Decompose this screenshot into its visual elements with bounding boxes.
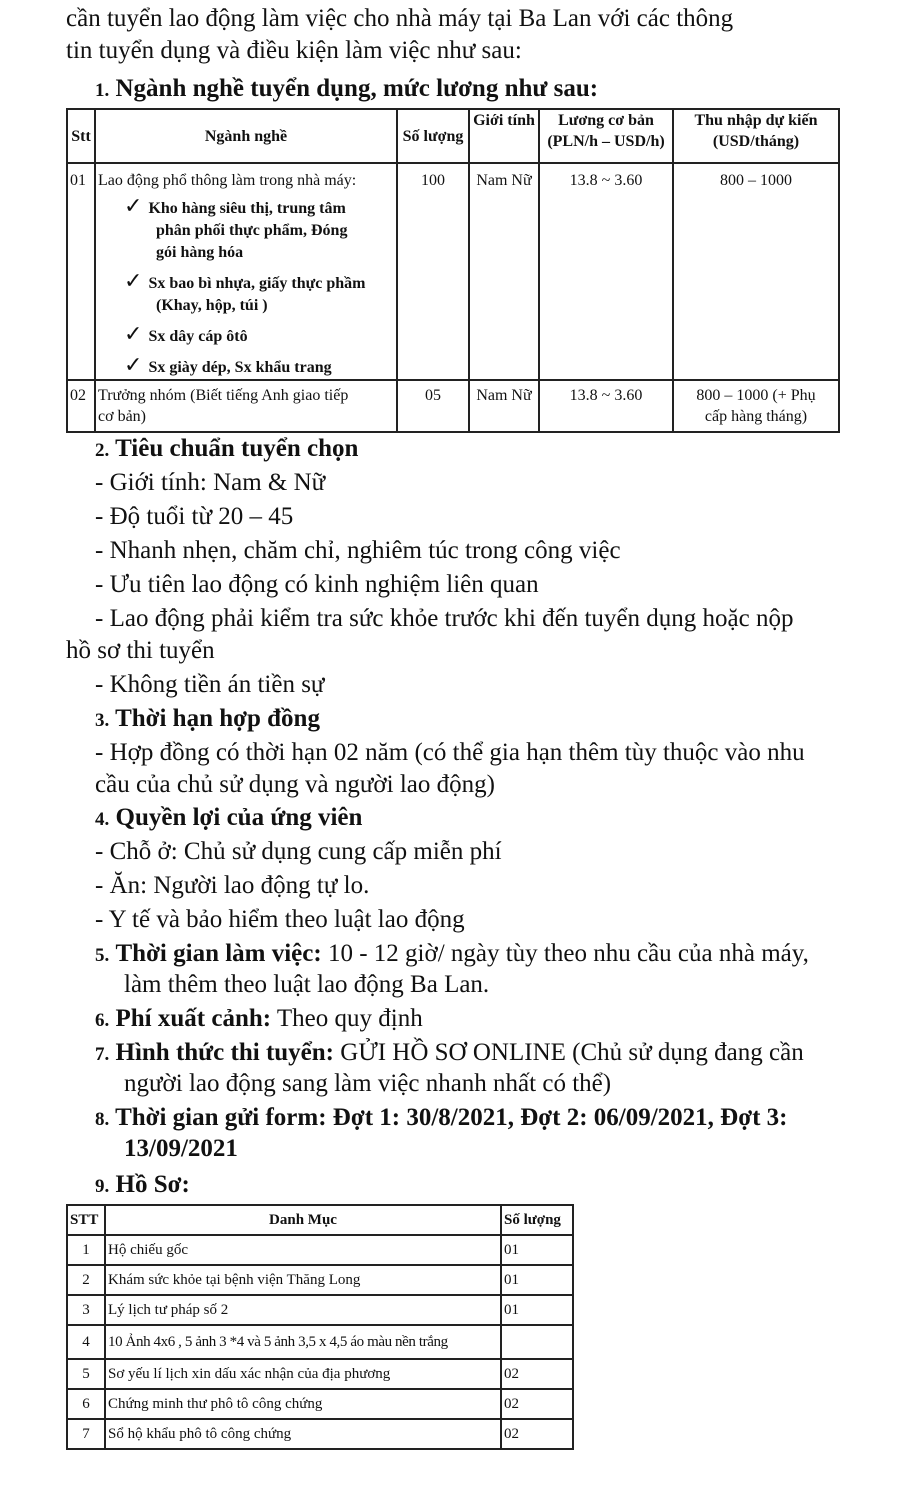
sub-item xyxy=(124,323,394,348)
section-number: 4. xyxy=(95,809,110,830)
cell-qty: 01 xyxy=(501,1235,573,1265)
cell-nganh xyxy=(95,163,397,380)
cell-thu-nhap xyxy=(673,380,839,432)
table-row xyxy=(67,1265,573,1295)
section-label: Phí xuất cảnh: xyxy=(115,1005,272,1032)
cell-qty xyxy=(501,1325,573,1359)
section-number: 6. xyxy=(95,1010,110,1031)
section-title: Ngành nghề tuyển dụng, mức lương như sau: xyxy=(115,75,599,102)
cell-stt: 6 xyxy=(67,1389,105,1419)
table-row xyxy=(67,1389,573,1419)
header-stt: Stt xyxy=(67,109,95,163)
criteria-item: - Giới tính: Nam & Nữ xyxy=(95,469,326,496)
cell-stt: 7 xyxy=(67,1419,105,1449)
cell-item: Lý lịch tư pháp số 2 xyxy=(105,1295,501,1325)
sub-item-text: Sx dây cáp ôtô xyxy=(148,328,248,345)
header-thu-nhap-line-1: Thu nhập dự kiến xyxy=(694,112,818,129)
sub-item-list xyxy=(98,195,394,379)
section-7-line-2: người lao động sang làm việc nhanh nhất có thể) xyxy=(124,1070,612,1097)
table-row xyxy=(67,163,839,380)
cell-gioi-tinh: Nam Nữ xyxy=(469,163,539,380)
section-number: 9. xyxy=(95,1176,110,1197)
sub-item xyxy=(124,195,394,220)
table-header-row xyxy=(67,1205,573,1235)
cell-stt: 01 xyxy=(67,163,95,380)
table-row xyxy=(67,1235,573,1265)
cell-stt: 1 xyxy=(67,1235,105,1265)
header-stt: STT xyxy=(67,1205,105,1235)
cell-stt: 3 xyxy=(67,1295,105,1325)
cell-thu-nhap: 800 – 1000 xyxy=(673,163,839,380)
section-title: Tiêu chuẩn tuyển chọn xyxy=(115,435,359,462)
section-number: 3. xyxy=(95,710,110,731)
section-text: 10 - 12 giờ/ ngày tùy theo nhu cầu của nhà máy, xyxy=(321,940,809,967)
criteria-item: - Lao động phải kiểm tra sức khỏe trước khi đến tuyển dụng hoặc nộp xyxy=(95,605,794,632)
section-text: Thời gian gửi form: Đợt 1: 30/8/2021, Đợt 2: 06/09/2021, Đợt 3: xyxy=(115,1104,788,1131)
criteria-item: - Nhanh nhẹn, chăm chỉ, nghiêm túc trong công việc xyxy=(95,537,621,564)
benefit-item: - Y tế và bảo hiểm theo luật lao động xyxy=(95,906,465,933)
intro-line-1: cần tuyển lao động làm việc cho nhà máy tại Ba Lan với các thông xyxy=(66,5,734,32)
sub-item-cont: gói hàng hóa xyxy=(156,244,244,261)
table-row xyxy=(67,1295,573,1325)
job-title: Lao động phổ thông làm trong nhà máy: xyxy=(98,172,357,189)
cell-qty: 02 xyxy=(501,1359,573,1389)
cell-item: Khám sức khỏe tại bệnh viện Thăng Long xyxy=(105,1265,501,1295)
header-luong-line-2: (PLN/h – USD/h) xyxy=(547,133,665,150)
sub-item-cont: (Khay, hộp, túi ) xyxy=(156,297,268,314)
section-7-line-1 xyxy=(95,1038,804,1070)
checkmark-icon: ✓ xyxy=(124,268,143,293)
header-nganh-nghe: Ngành nghề xyxy=(95,109,397,163)
cell-qty: 01 xyxy=(501,1295,573,1325)
cell-stt: 5 xyxy=(67,1359,105,1389)
checkmark-icon: ✓ xyxy=(124,193,143,218)
job-title-line-1: Trưởng nhóm (Biết tiếng Anh giao tiếp xyxy=(98,387,349,404)
criteria-item-cont: hồ sơ thi tuyển xyxy=(66,637,215,664)
cell-qty: 02 xyxy=(501,1389,573,1419)
cell-gioi-tinh: Nam Nữ xyxy=(469,380,539,432)
header-danh-muc: Danh Mục xyxy=(105,1205,501,1235)
section-5-line-1 xyxy=(95,939,809,971)
checkmark-icon: ✓ xyxy=(124,352,143,377)
cell-stt: 02 xyxy=(67,380,95,432)
section-8-line-1 xyxy=(95,1103,787,1135)
section-number: 2. xyxy=(95,440,110,461)
benefit-item: - Ăn: Người lao động tự lo. xyxy=(95,872,370,899)
section-number: 7. xyxy=(95,1044,110,1065)
sub-item xyxy=(124,270,394,295)
jobs-table xyxy=(66,108,840,433)
cell-qty: 02 xyxy=(501,1419,573,1449)
cell-luong: 13.8 ~ 3.60 xyxy=(539,163,673,380)
cell-item: Hộ chiếu gốc xyxy=(105,1235,501,1265)
cell-so-luong: 100 xyxy=(397,163,469,380)
table-row xyxy=(67,1419,573,1449)
criteria-item: - Ưu tiên lao động có kinh nghiệm liên quan xyxy=(95,571,539,598)
section-2-heading xyxy=(95,434,358,466)
section-title: Hồ Sơ: xyxy=(115,1171,190,1198)
section-label: Thời gian làm việc: xyxy=(115,940,322,967)
section-number: 1. xyxy=(95,80,110,101)
criteria-item: - Không tiền án tiền sự xyxy=(95,671,325,698)
cell-stt: 4 xyxy=(67,1325,105,1359)
cell-so-luong: 05 xyxy=(397,380,469,432)
checkmark-icon: ✓ xyxy=(124,321,143,346)
table-row xyxy=(67,380,839,432)
table-row xyxy=(67,1359,573,1389)
section-3-heading xyxy=(95,704,320,736)
thu-nhap-line-1: 800 – 1000 (+ Phụ xyxy=(696,387,816,404)
section-8-line-2: 13/09/2021 xyxy=(124,1135,238,1162)
section-6 xyxy=(95,1004,423,1036)
cell-nganh xyxy=(95,380,397,432)
section-label: Hình thức thi tuyển: xyxy=(115,1039,335,1066)
intro-line-2: tin tuyển dụng và điều kiện làm việc như sau: xyxy=(66,37,522,64)
cell-luong: 13.8 ~ 3.60 xyxy=(539,380,673,432)
section-title: Quyền lợi của ứng viên xyxy=(115,804,363,831)
header-luong-line-1: Lương cơ bản xyxy=(558,112,654,129)
header-gioi-tinh: Giới tính xyxy=(469,109,539,163)
sub-item-cont: phân phối thực phẩm, Đóng xyxy=(156,222,348,239)
section-number: 8. xyxy=(95,1109,110,1130)
section-5-line-2: làm thêm theo luật lao động Ba Lan. xyxy=(124,971,490,998)
sub-item-text: Sx giày dép, Sx khẩu trang xyxy=(148,359,332,376)
table-header-row xyxy=(67,109,839,163)
sub-item-text: Sx bao bì nhựa, giấy thực phầm xyxy=(148,275,366,292)
section-9-heading xyxy=(95,1170,190,1202)
contract-text-line-1: - Hợp đồng có thời hạn 02 năm (có thể gia hạn thêm tùy thuộc vào nhu xyxy=(95,739,805,766)
section-4-heading xyxy=(95,803,362,835)
header-luong xyxy=(539,109,673,163)
cell-item: 10 Ảnh 4x6 , 5 ảnh 3 *4 và 5 ảnh 3,5 x 4,5 áo màu nền trắng xyxy=(105,1325,501,1359)
cell-stt: 2 xyxy=(67,1265,105,1295)
header-so-luong: Số lượng xyxy=(501,1205,573,1235)
section-title: Thời hạn hợp đồng xyxy=(115,705,320,732)
docs-table xyxy=(66,1204,574,1450)
criteria-item: - Độ tuổi từ 20 – 45 xyxy=(95,503,294,530)
header-thu-nhap xyxy=(673,109,839,163)
thu-nhap-line-2: cấp hàng tháng) xyxy=(704,408,808,425)
sub-item xyxy=(124,354,394,379)
section-1-heading xyxy=(95,74,598,106)
table-row xyxy=(67,1325,573,1359)
benefit-item: - Chỗ ở: Chủ sử dụng cung cấp miễn phí xyxy=(95,838,502,865)
contract-text-line-2: cầu của chủ sử dụng và người lao động) xyxy=(95,771,495,798)
sub-item-text: Kho hàng siêu thị, trung tâm xyxy=(148,200,346,217)
cell-item: Chứng minh thư phô tô công chứng xyxy=(105,1389,501,1419)
section-text: Theo quy định xyxy=(271,1005,423,1032)
section-text: GỬI HỒ SƠ ONLINE (Chủ sử dụng đang cần xyxy=(334,1039,804,1066)
section-number: 5. xyxy=(95,945,110,966)
job-title-line-2: cơ bản) xyxy=(98,408,146,425)
header-thu-nhap-line-2: (USD/tháng) xyxy=(712,133,800,150)
cell-item: Sổ hộ khẩu phô tô công chứng xyxy=(105,1419,501,1449)
cell-item: Sơ yếu lí lịch xin dấu xác nhận của địa phương xyxy=(105,1359,501,1389)
cell-qty: 01 xyxy=(501,1265,573,1295)
header-so-luong: Số lượng xyxy=(397,109,469,163)
